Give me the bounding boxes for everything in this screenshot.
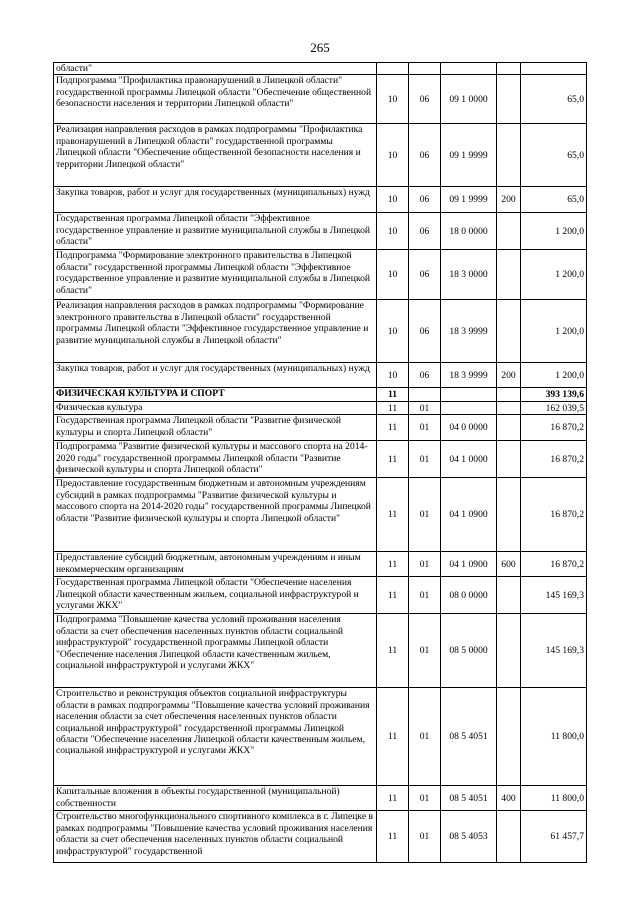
row-section-code: 11 — [377, 811, 409, 863]
row-name: Подпрограмма "Профилактика правонарушений в Липецкой области" государственной программы Липецкой области "Обеспечение общественной безопасности населения и территории Липецкой области" — [54, 75, 377, 124]
row-name: Предоставление субсидий бюджетным, автономным учреждениям и иным некоммерческим организациям — [54, 552, 377, 577]
row-amount: 1 200,0 — [521, 213, 587, 250]
page-number: 265 — [310, 40, 330, 55]
row-section-code: 10 — [377, 213, 409, 250]
row-amount: 16 870,2 — [521, 441, 587, 478]
row-amount: 1 200,0 — [521, 363, 587, 388]
table-row — [54, 63, 587, 75]
row-section-code: 11 — [377, 415, 409, 441]
row-name: Строительство и реконструкция объектов социальной инфраструктуры области в рамках подпрограммы "Повышение качества условий проживания населения области за счет обеспечения населенных пунктов области социальной инфраструктурой" государственной программы Липецкой области "Обеспечение населения Липецкой области качественным жильем, социальной инфраструктурой и услугами ЖКХ" — [54, 688, 377, 786]
row-amount: 393 139,6 — [521, 388, 587, 402]
row-name: Подпрограмма "Развитие физической культуры и массового спорта на 2014-2020 годы" государственной программы Липецкой области "Развитие физической культуры и спорта Липецкой области" — [54, 441, 377, 478]
table-row — [54, 688, 587, 786]
row-section-code: 10 — [377, 187, 409, 213]
row-section-code: 11 — [377, 402, 409, 415]
row-expense-type: 600 — [497, 552, 521, 577]
row-amount: 11 800,0 — [521, 786, 587, 811]
table-row — [54, 811, 587, 863]
budget-table-body — [54, 63, 587, 863]
row-amount: 162 039,5 — [521, 402, 587, 415]
row-target-article: 08 0 0000 — [441, 577, 497, 614]
row-expense-type: 400 — [497, 786, 521, 811]
row-target-article: 08 5 4051 — [441, 786, 497, 811]
row-target-article: 09 1 9999 — [441, 187, 497, 213]
row-subsection-code: 01 — [409, 577, 441, 614]
row-amount: 65,0 — [521, 187, 587, 213]
row-section-code: 11 — [377, 388, 409, 402]
row-section-code: 11 — [377, 614, 409, 688]
table-row — [54, 388, 587, 402]
row-target-article — [441, 388, 497, 402]
table-row — [54, 614, 587, 688]
row-target-article: 04 1 0900 — [441, 552, 497, 577]
row-name: Подпрограмма "Формирование электронного правительства в Липецкой области" государственной программы Липецкой области "Эффективное государственное управление и развитие муниципальной службы в Липецкой области" — [54, 250, 377, 300]
row-subsection-code: 01 — [409, 786, 441, 811]
row-target-article — [441, 402, 497, 415]
row-target-article: 09 1 0000 — [441, 75, 497, 124]
table-row — [54, 402, 587, 415]
row-name: области" — [54, 63, 377, 75]
row-section-code: 10 — [377, 75, 409, 124]
row-expense-type — [497, 124, 521, 187]
row-subsection-code: 01 — [409, 441, 441, 478]
row-expense-type — [497, 388, 521, 402]
row-subsection-code: 06 — [409, 187, 441, 213]
row-expense-type — [497, 63, 521, 75]
row-section-code: 10 — [377, 124, 409, 187]
row-name: Предоставление государственным бюджетным и автономным учреждениям субсидий в рамках подпрограммы "Развитие физической культуры и массового спорта на 2014-2020 годы" государственной программы Липецкой области "Развитие физической культуры и спорта Липецкой области" — [54, 478, 377, 552]
row-section-code — [377, 63, 409, 75]
table-row — [54, 75, 587, 124]
row-name: Государственная программа Липецкой области "Развитие физической культуры и спорта Липецкой области" — [54, 415, 377, 441]
row-expense-type — [497, 250, 521, 300]
row-target-article: 18 0 0000 — [441, 213, 497, 250]
table-row — [54, 577, 587, 614]
table-row — [54, 363, 587, 388]
row-target-article: 18 3 9999 — [441, 363, 497, 388]
row-expense-type: 200 — [497, 187, 521, 213]
row-target-article: 18 3 0000 — [441, 250, 497, 300]
row-subsection-code: 06 — [409, 250, 441, 300]
table-row — [54, 250, 587, 300]
row-name: Закупка товаров, работ и услуг для государственных (муниципальных) нужд — [54, 187, 377, 213]
row-section-code: 11 — [377, 786, 409, 811]
row-name: Физическая культура — [54, 402, 377, 415]
row-subsection-code: 01 — [409, 811, 441, 863]
row-section-code: 11 — [377, 577, 409, 614]
row-expense-type — [497, 402, 521, 415]
row-name: Строительство многофункционального спортивного комплекса в г. Липецке в рамках подпрограммы "Повышение качества условий проживания населения области за счет обеспечения населенных пунктов области социальной инфраструктурой" государственной — [54, 811, 377, 863]
row-amount: 1 200,0 — [521, 250, 587, 300]
table-row — [54, 415, 587, 441]
table-row — [54, 187, 587, 213]
row-subsection-code: 06 — [409, 75, 441, 124]
row-target-article: 08 5 0000 — [441, 614, 497, 688]
row-amount: 65,0 — [521, 124, 587, 187]
row-name: Закупка товаров, работ и услуг для государственных (муниципальных) нужд — [54, 363, 377, 388]
row-amount: 16 870,2 — [521, 552, 587, 577]
row-subsection-code: 06 — [409, 300, 441, 363]
row-name: Реализация направления расходов в рамках подпрограммы "Профилактика правонарушений в Липецкой области" государственной программы Липецкой области "Обеспечение общественной безопасности населения и территории Липецкой области" — [54, 124, 377, 187]
row-expense-type — [497, 300, 521, 363]
row-name: Капитальные вложения в объекты государственной (муниципальной) собственности — [54, 786, 377, 811]
row-expense-type — [497, 811, 521, 863]
row-section-code: 11 — [377, 441, 409, 478]
row-section-code: 10 — [377, 250, 409, 300]
row-amount: 1 200,0 — [521, 300, 587, 363]
row-expense-type: 200 — [497, 363, 521, 388]
row-section-code: 11 — [377, 688, 409, 786]
row-name: Государственная программа Липецкой области "Эффективное государственное управление и развитие муниципальной службы в Липецкой области" — [54, 213, 377, 250]
row-section-code: 10 — [377, 363, 409, 388]
row-target-article: 04 1 0000 — [441, 441, 497, 478]
row-subsection-code: 01 — [409, 552, 441, 577]
table-row — [54, 552, 587, 577]
row-section-code: 10 — [377, 300, 409, 363]
row-amount: 61 457,7 — [521, 811, 587, 863]
row-name: ФИЗИЧЕСКАЯ КУЛЬТУРА И СПОРТ — [54, 388, 377, 402]
row-target-article — [441, 63, 497, 75]
table-row — [54, 213, 587, 250]
row-subsection-code: 01 — [409, 402, 441, 415]
row-expense-type — [497, 614, 521, 688]
row-subsection-code: 01 — [409, 614, 441, 688]
row-target-article: 09 1 9999 — [441, 124, 497, 187]
row-expense-type — [497, 478, 521, 552]
row-amount: 16 870,2 — [521, 415, 587, 441]
row-subsection-code: 06 — [409, 213, 441, 250]
row-expense-type — [497, 213, 521, 250]
row-amount: 65,0 — [521, 75, 587, 124]
table-row — [54, 441, 587, 478]
row-amount: 145 169,3 — [521, 577, 587, 614]
row-expense-type — [497, 75, 521, 124]
row-expense-type — [497, 441, 521, 478]
table-row — [54, 786, 587, 811]
row-expense-type — [497, 688, 521, 786]
row-target-article: 08 5 4051 — [441, 688, 497, 786]
row-subsection-code: 01 — [409, 415, 441, 441]
row-target-article: 18 3 9999 — [441, 300, 497, 363]
table-row — [54, 300, 587, 363]
row-amount: 16 870,2 — [521, 478, 587, 552]
row-name: Государственная программа Липецкой области "Обеспечение населения Липецкой области качественным жильем, социальной инфраструктурой и услугами ЖКХ" — [54, 577, 377, 614]
row-subsection-code — [409, 388, 441, 402]
row-expense-type — [497, 577, 521, 614]
row-expense-type — [497, 415, 521, 441]
row-name: Реализация направления расходов в рамках подпрограммы "Формирование электронного правительства в Липецкой области" государственной программы Липецкой области "Эффективное государственное управление и развитие муниципальной службы в Липецкой области" — [54, 300, 377, 363]
row-target-article: 04 0 0000 — [441, 415, 497, 441]
table-row — [54, 478, 587, 552]
row-name: Подпрограмма "Повышение качества условий проживания населения области за счет обеспечения населенных пунктов области социальной инфраструктурой" государственной программы Липецкой области "Обеспечение населения Липецкой области качественным жильем, социальной инфраструктурой и услугами ЖКХ" — [54, 614, 377, 688]
row-target-article: 08 5 4053 — [441, 811, 497, 863]
row-amount: 11 800,0 — [521, 688, 587, 786]
row-subsection-code: 01 — [409, 688, 441, 786]
row-amount: 145 169,3 — [521, 614, 587, 688]
row-subsection-code: 01 — [409, 478, 441, 552]
row-subsection-code: 06 — [409, 124, 441, 187]
row-subsection-code — [409, 63, 441, 75]
row-amount — [521, 63, 587, 75]
row-target-article: 04 1 0900 — [441, 478, 497, 552]
row-section-code: 11 — [377, 478, 409, 552]
row-subsection-code: 06 — [409, 363, 441, 388]
budget-table — [53, 62, 587, 863]
row-section-code: 11 — [377, 552, 409, 577]
table-row — [54, 124, 587, 187]
